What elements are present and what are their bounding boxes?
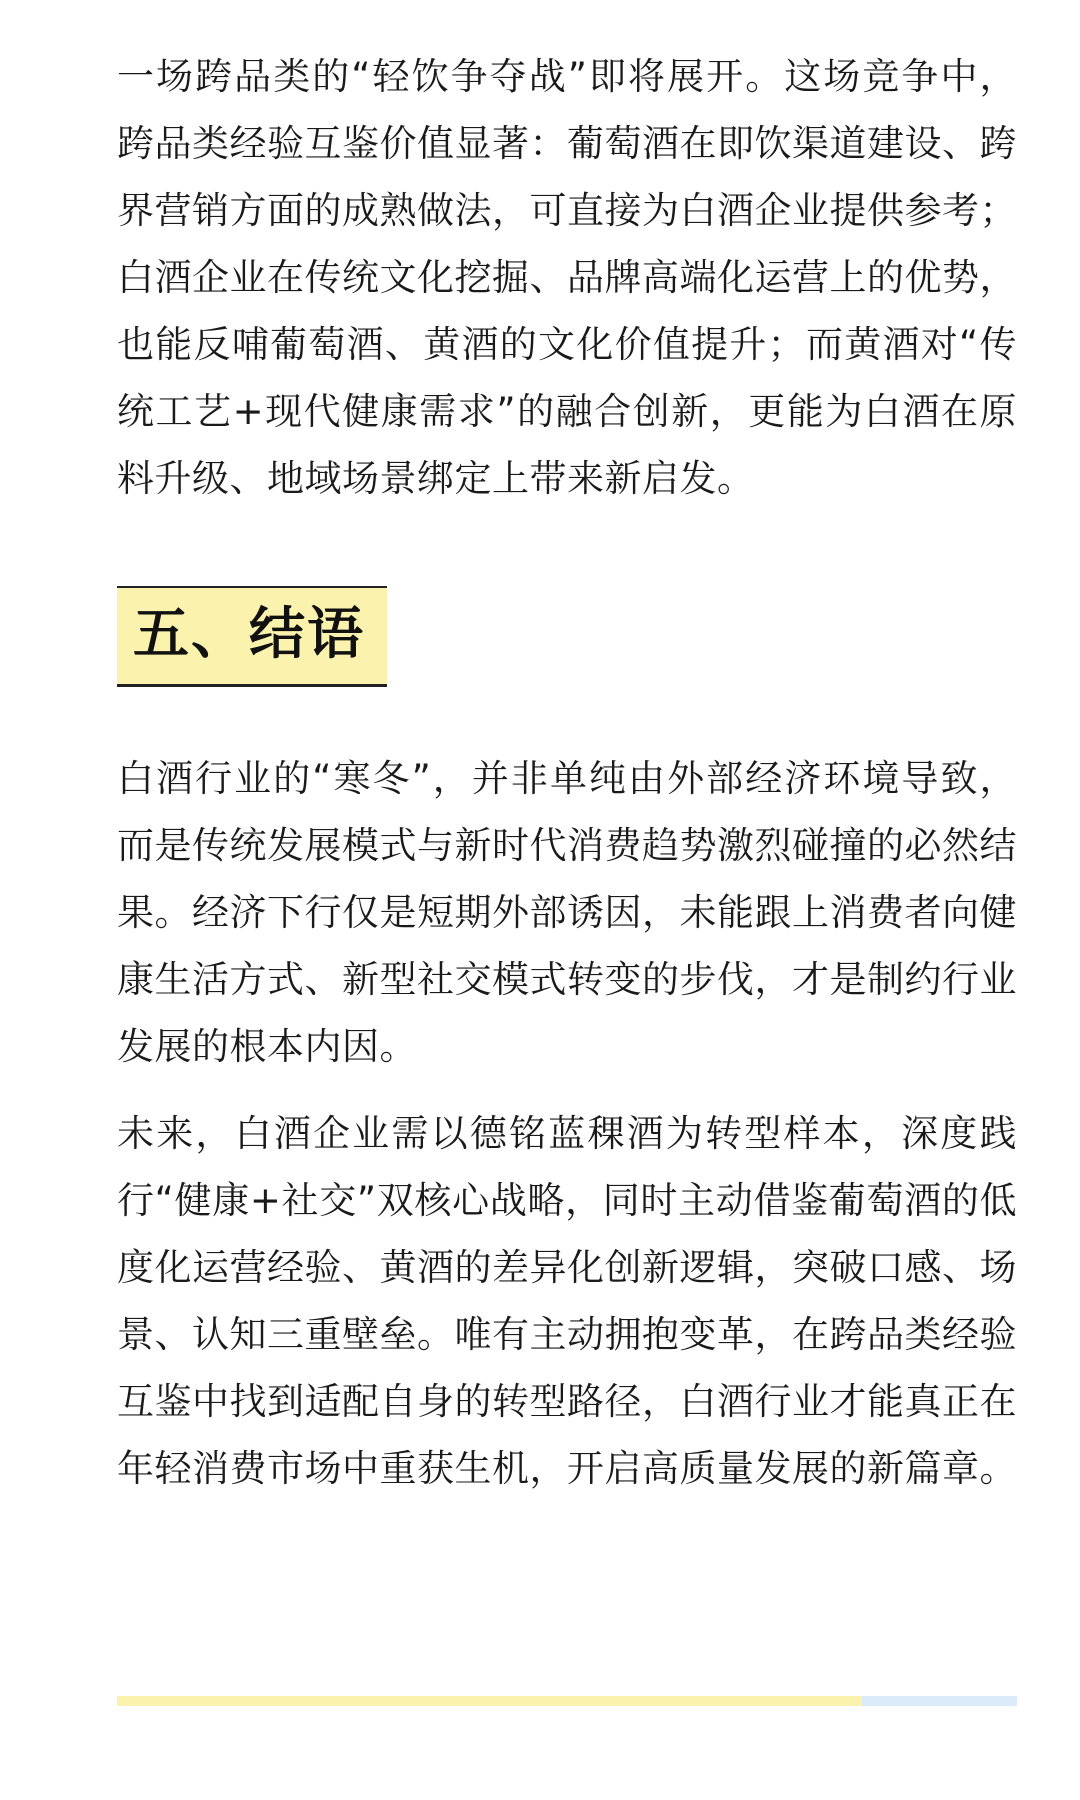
divider-yellow-segment [117, 1696, 862, 1706]
paragraph-future-outlook: 未来，白酒企业需以德铭蓝稞酒为转型样本，深度践行“健康+社交”双核心战略，同时主动借鉴葡萄酒的低度化运营经验、黄酒的差异化创新逻辑，突破口感、场景、认知三重壁垒。唯有主动拥抱变革，在跨品类经验互鉴中找到适配自身的转型路径，白酒行业才能真正在年轻消费市场中重获生机，开启高质量发展的新篇章。 [117, 1112, 1017, 1490]
article-body [117, 43, 1017, 1502]
bottom-divider-bar [117, 1696, 1017, 1706]
divider-blue-segment [862, 1696, 1017, 1706]
paragraph-cross-category: 一场跨品类的“轻饮争夺战”即将展开。这场竞争中，跨品类经验互鉴价值显著：葡萄酒在即饮渠道建设、跨界营销方面的成熟做法，可直接为白酒企业提供参考；白酒企业在传统文化挖掘、品牌高端化运营上的优势，也能反哺葡萄酒、黄酒的文化价值提升；而黄酒对“传统工艺+现代健康需求”的融合创新，更能为白酒在原料升级、地域场景绑定上带来新启发。 [117, 55, 1017, 500]
section-heading-conclusion: 五、结语 [117, 586, 387, 687]
section-heading-wrapper [117, 586, 1017, 687]
paragraph-winter-cause: 白酒行业的“寒冬”，并非单纯由外部经济环境导致，而是传统发展模式与新时代消费趋势激烈碰撞的必然结果。经济下行仅是短期外部诱因，未能跟上消费者向健康生活方式、新型社交模式转变的步伐，才是制约行业发展的根本内因。 [117, 757, 1017, 1068]
